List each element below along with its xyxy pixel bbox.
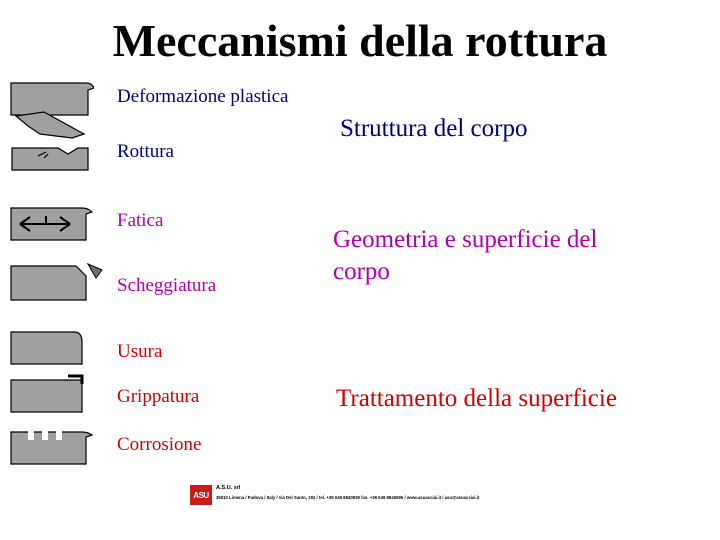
label-grippatura: Grippatura [117, 386, 200, 407]
label-fatica: Fatica [117, 210, 164, 231]
group-trattamento: Trattamento della superficie [336, 385, 617, 412]
label-corrosione: Corrosione [117, 434, 202, 455]
group-geometria: Geometria e superficie del corpo [333, 226, 598, 285]
company-address: 35010 Limena / Padova / Italy / via Del Santo, 192 / tel. +39 049 8840939 fax. +39 049 8840696 / www.asuacciai.it / asu@asuacciai.it [216, 495, 480, 500]
label-deformazione-plastica: Deformazione plastica [117, 86, 289, 107]
company-logo: ASU [190, 485, 212, 505]
label-rottura: Rottura [117, 141, 174, 162]
label-usura: Usura [117, 341, 163, 362]
company-name: A.S.U. srl [216, 485, 241, 491]
seizure-icon [10, 374, 94, 414]
page-title: Meccanismi della rottura [112, 15, 608, 66]
fatigue-icon [10, 206, 94, 242]
group-struttura: Struttura del corpo [340, 115, 528, 142]
label-scheggiatura: Scheggiatura [117, 275, 217, 296]
corrosion-icon [10, 428, 94, 466]
wear-icon [10, 330, 94, 366]
chipping-icon [10, 262, 104, 302]
fracture-icon [10, 110, 94, 172]
